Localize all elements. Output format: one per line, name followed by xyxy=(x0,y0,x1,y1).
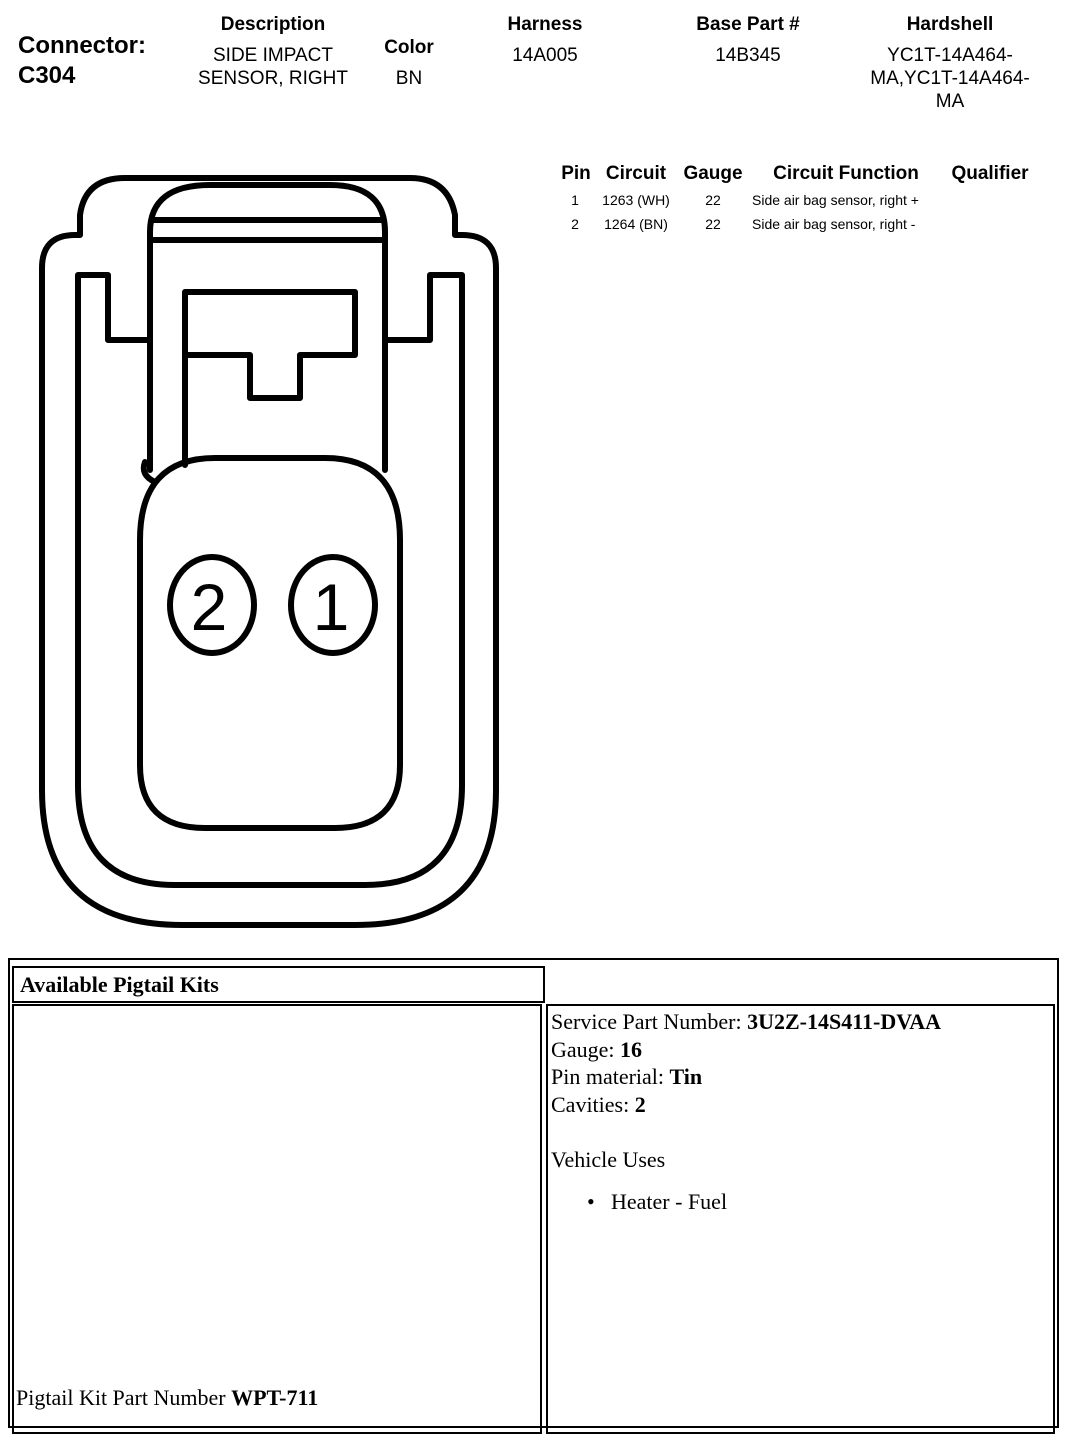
vehicle-uses-list xyxy=(551,1188,1051,1216)
description-line-1: SIDE IMPACT xyxy=(213,45,333,66)
cavities-row xyxy=(551,1091,1051,1119)
description-label: Description xyxy=(220,14,326,35)
hardshell-label: Hardshell xyxy=(906,14,994,35)
cavities-value: 2 xyxy=(634,1091,646,1117)
service-part-value: 3U2Z-14S411-DVAA xyxy=(747,1009,942,1034)
cavity-2-label: 2 xyxy=(190,570,228,644)
harness-value: 14A005 xyxy=(512,45,578,66)
gauge-row xyxy=(551,1036,1051,1064)
function-cell: Side air bag sensor, right - xyxy=(752,216,916,232)
cavity-1-label: 1 xyxy=(312,570,350,644)
kit-part-label: Pigtail Kit Part Number xyxy=(16,1385,226,1410)
pigtail-kit-cell xyxy=(12,1004,542,1434)
gauge-cell: 22 xyxy=(705,216,721,232)
circuit-cell: 1263 (WH) xyxy=(602,192,670,208)
pin-material-label: Pin material: xyxy=(551,1064,665,1089)
pin-material-value: Tin xyxy=(669,1064,703,1089)
base-part-value: 14B345 xyxy=(715,45,781,66)
color-label: Color xyxy=(384,37,434,58)
latch-tab xyxy=(185,292,355,465)
gauge-header: Gauge xyxy=(683,163,743,184)
connector-id: C304 xyxy=(18,62,76,89)
list-item: • Heater - Fuel xyxy=(611,1188,1051,1216)
hardshell-value xyxy=(845,44,1055,113)
pin-header: Pin xyxy=(561,163,591,184)
service-part-row xyxy=(551,1008,1051,1036)
description-line-2: SENSOR, RIGHT xyxy=(198,68,348,89)
gauge-cell: 22 xyxy=(705,192,721,208)
circuit-header: Circuit xyxy=(605,163,667,184)
base-part-label: Base Part # xyxy=(696,14,800,35)
connector-label-text: Connector: xyxy=(18,32,146,59)
vehicle-uses-label: Vehicle Uses xyxy=(551,1147,666,1172)
pigtail-details xyxy=(551,1008,1051,1215)
pigtail-title: Available Pigtail Kits xyxy=(20,972,219,997)
service-part-label: Service Part Number: xyxy=(551,1009,742,1034)
function-cell: Side air bag sensor, right + xyxy=(752,192,919,208)
connector-face-diagram xyxy=(0,0,540,940)
pin-cell: 1 xyxy=(571,192,579,208)
kit-part-value: WPT-711 xyxy=(231,1385,319,1410)
housing-inner xyxy=(78,240,462,885)
hardshell-line-2: MA,YC1T-14A464- xyxy=(870,68,1030,89)
hardshell-line-1: YC1T-14A464- xyxy=(887,45,1013,66)
cavities-label: Cavities: xyxy=(551,1091,630,1117)
circuit-function-header: Circuit Function xyxy=(773,163,919,184)
qualifier-header: Qualifier xyxy=(951,163,1029,184)
gauge-value: 16 xyxy=(620,1036,643,1062)
color-value: BN xyxy=(395,68,423,89)
harness-label: Harness xyxy=(507,14,583,35)
circuit-cell: 1264 (BN) xyxy=(604,216,668,232)
pin-material-row xyxy=(551,1063,1051,1091)
gauge-label: Gauge: xyxy=(551,1036,615,1062)
pigtail-kit-part xyxy=(16,1384,318,1412)
pigtail-title-cell xyxy=(12,966,545,1003)
pin-cell: 2 xyxy=(571,216,579,232)
hardshell-line-3: MA xyxy=(935,91,965,112)
